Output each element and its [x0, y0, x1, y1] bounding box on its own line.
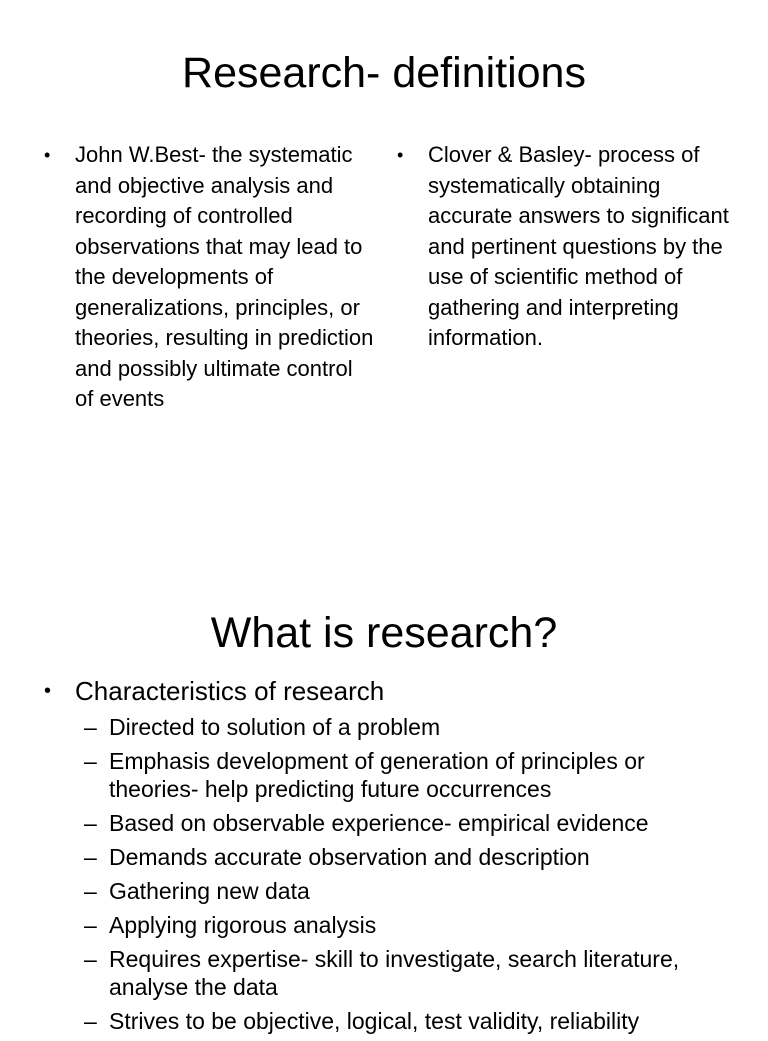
list-item-text: Applying rigorous analysis — [109, 912, 377, 938]
dash-bullet-icon: – — [84, 714, 97, 740]
bullet-icon: • — [397, 145, 404, 165]
slide-title: Research- definitions — [182, 49, 586, 97]
list-item-text: Strives to be objective, logical, test validity, reliability — [109, 1008, 640, 1034]
list-item-text: Requires expertise- skill to investigate, search literature, analyse the data — [109, 946, 680, 1000]
dash-bullet-icon: – — [84, 878, 97, 904]
list-item — [84, 809, 734, 837]
characteristics-heading — [44, 674, 384, 708]
list-item-text: Demands accurate observation and description — [109, 844, 590, 870]
bullet-icon: • — [44, 145, 51, 165]
list-item — [84, 1007, 734, 1035]
list-item — [84, 747, 734, 803]
definition-john-w-best — [44, 140, 374, 415]
list-item — [84, 945, 734, 1001]
bullet-icon: • — [44, 680, 52, 702]
list-item — [84, 911, 734, 939]
dash-bullet-icon: – — [84, 844, 97, 870]
dash-bullet-icon: – — [84, 748, 97, 774]
slide-what-is-research — [0, 560, 768, 1034]
list-item-text: Based on observable experience- empirical evidence — [109, 810, 649, 836]
list-item-text: Gathering new data — [109, 878, 310, 904]
dash-bullet-icon: – — [84, 810, 97, 836]
definition-text: Clover & Basley- process of systematically obtaining accurate answers to significant and pertinent questions by the use of scientific method of gathering and interpreting information. — [428, 142, 729, 350]
list-item — [84, 843, 734, 871]
characteristics-heading-text: Characteristics of research — [75, 676, 385, 706]
dash-bullet-icon: – — [84, 1008, 97, 1034]
list-item-text: Directed to solution of a problem — [109, 714, 441, 740]
list-item-text: Emphasis development of generation of principles or theories- help predicting future occurrences — [109, 748, 645, 802]
definition-text: John W.Best- the systematic and objective analysis and recording of controlled observations that may lead to the developments of generalizations, principles, or theories, resulting in prediction and possibly ultimate control of events — [75, 142, 374, 411]
list-item — [84, 877, 734, 905]
list-item — [84, 713, 734, 741]
characteristics-list — [84, 713, 734, 1041]
dash-bullet-icon: – — [84, 912, 97, 938]
dash-bullet-icon: – — [84, 946, 97, 972]
slide-title: What is research? — [210, 609, 558, 657]
definition-clover-basley — [397, 140, 737, 354]
